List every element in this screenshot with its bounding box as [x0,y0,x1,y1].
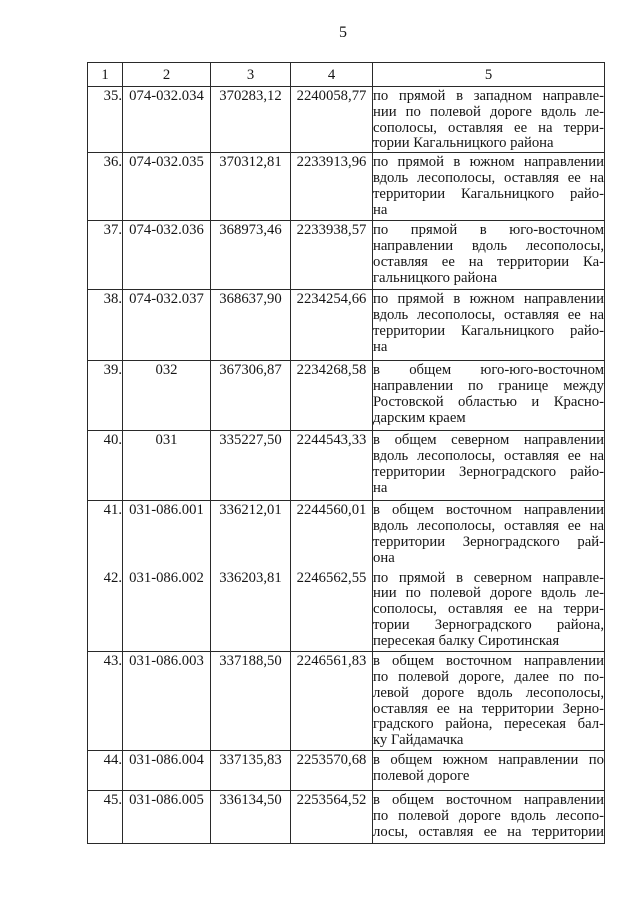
table-body [88,87,605,844]
description-line: по прямой в южном направлении [373,291,604,308]
point-id-cell: 074-032.034 [123,87,211,153]
description-cell [373,501,605,569]
col4-value-cell: 2233938,57 [291,221,373,290]
col3-value-cell: 368637,90 [211,290,291,361]
table-header-row [88,63,605,87]
description-line: территории Кагальницкого райо- [373,185,604,202]
description-line: в общем восточном направлении [373,792,604,809]
description-line: в общем южном направлении по [373,752,604,769]
header-col-2: 2 [123,63,211,87]
description-line: по прямой в южном направлении [373,154,604,171]
col3-value-cell: 370283,12 [211,87,291,153]
row-number-cell: 37. [88,221,123,290]
description-line: лосы, оставляя ее на территории [373,823,604,840]
point-id-cell: 074-032.036 [123,221,211,290]
table-row [88,87,605,153]
col4-value-cell: 2234254,66 [291,290,373,361]
col3-value-cell: 368973,46 [211,221,291,290]
boundary-description-table [87,62,605,844]
description-line: по полевой дороге, далее по по- [373,668,604,685]
description-line: территории Кагальницкого райо- [373,322,604,339]
row-number-cell: 35. [88,87,123,153]
row-number-cell: 43. [88,652,123,751]
description-cell [373,431,605,501]
row-number-cell: 40. [88,431,123,501]
description-line: вдоль лесополосы, оставляя ее на [373,169,604,186]
col3-value-cell: 337135,83 [211,751,291,791]
description-cell [373,153,605,221]
point-id-cell: 031-086.005 [123,791,211,844]
table-row [88,791,605,844]
point-id-cell: 031 [123,431,211,501]
point-id-cell: 074-032.035 [123,153,211,221]
point-id-cell: 031-086.001 [123,501,211,569]
description-line: вдоль лесополосы, оставляя ее на [373,517,604,534]
point-id-cell: 031-086.002 [123,569,211,652]
description-line: ку Гайдамачка [373,732,464,749]
col4-value-cell: 2253570,68 [291,751,373,791]
description-line: в общем восточном направлении [373,502,604,519]
description-line: тории Кагальницкого района [373,135,554,152]
col4-value-cell: 2234268,58 [291,361,373,431]
col4-value-cell: 2244560,01 [291,501,373,569]
table-row [88,569,605,652]
description-line: вдоль лесополосы, оставляя ее на [373,447,604,464]
description-cell [373,751,605,791]
col4-value-cell: 2233913,96 [291,153,373,221]
header-col-4: 4 [291,63,373,87]
description-cell [373,290,605,361]
description-line: по прямой в юго-восточном [373,222,604,239]
description-line: направлении по границе между [373,377,604,394]
table-row [88,501,605,569]
row-number-cell: 44. [88,751,123,791]
header-col-5: 5 [373,63,605,87]
point-id-cell: 032 [123,361,211,431]
table-row [88,431,605,501]
description-cell [373,361,605,431]
description-line: по прямой в западном направле- [373,88,604,104]
description-line: по прямой в северном направле- [373,569,604,586]
col3-value-cell: 336212,01 [211,501,291,569]
description-line: пересекая балку Сиротинская [373,632,560,649]
description-line: нии по полевой дороге вдоль ле- [373,103,604,120]
description-line: территории Зерноградского рай- [373,533,604,550]
row-number-cell: 39. [88,361,123,431]
description-line: левой дороге вдоль лесополосы, [373,684,604,701]
row-number-cell: 42. [88,569,123,652]
description-cell [373,87,605,153]
col3-value-cell: 370312,81 [211,153,291,221]
description-line: сополосы, оставляя ее на терри- [373,601,604,618]
row-number-cell: 41. [88,501,123,569]
row-number-cell: 36. [88,153,123,221]
description-line: она [373,549,395,566]
table-row [88,221,605,290]
page-number: 5 [339,24,347,41]
col3-value-cell: 336134,50 [211,791,291,844]
description-cell [373,791,605,844]
col4-value-cell: 2244543,33 [291,431,373,501]
table-row [88,361,605,431]
description-line: в общем юго-юго-восточном [373,362,604,379]
row-number-cell: 38. [88,290,123,361]
table-row [88,153,605,221]
col3-value-cell: 367306,87 [211,361,291,431]
description-line: тории Зерноградского района, [373,617,604,634]
description-line: Ростовской областью и Красно- [373,393,604,410]
table-row [88,652,605,751]
description-cell [373,221,605,290]
table-row [88,751,605,791]
description-cell [373,569,605,652]
description-line: вдоль лесополосы, оставляя ее на [373,306,604,323]
col4-value-cell: 2246561,83 [291,652,373,751]
point-id-cell: 031-086.003 [123,652,211,751]
header-col-1: 1 [88,63,123,87]
table-row [88,290,605,361]
col3-value-cell: 337188,50 [211,652,291,751]
description-line: дарским краем [373,409,466,426]
row-number-cell: 45. [88,791,123,844]
description-line: на [373,201,388,218]
point-id-cell: 074-032.037 [123,290,211,361]
description-line: по полевой дороге вдоль лесопо- [373,807,604,824]
description-line: нии по полевой дороге вдоль ле- [373,585,604,602]
col4-value-cell: 2246562,55 [291,569,373,652]
description-line: сополосы, оставляя ее на терри- [373,119,604,136]
description-cell [373,652,605,751]
description-line: полевой дороге [373,767,470,784]
description-line: в общем северном направлении [373,432,604,449]
point-id-cell: 031-086.004 [123,751,211,791]
description-line: в общем восточном направлении [373,653,604,670]
description-line: оставляя ее на территории Зерно- [373,700,604,717]
description-line: на [373,479,388,496]
description-line: направлении вдоль лесополосы, [373,237,604,254]
description-line: на [373,338,388,355]
col4-value-cell: 2253564,52 [291,791,373,844]
header-col-3: 3 [211,63,291,87]
description-line: оставляя ее на территории Ка- [373,253,604,270]
col3-value-cell: 335227,50 [211,431,291,501]
col3-value-cell: 336203,81 [211,569,291,652]
description-line: градского района, пересекая бал- [373,716,604,733]
col4-value-cell: 2240058,77 [291,87,373,153]
description-line: территории Зерноградского райо- [373,463,604,480]
description-line: гальницкого района [373,269,498,286]
